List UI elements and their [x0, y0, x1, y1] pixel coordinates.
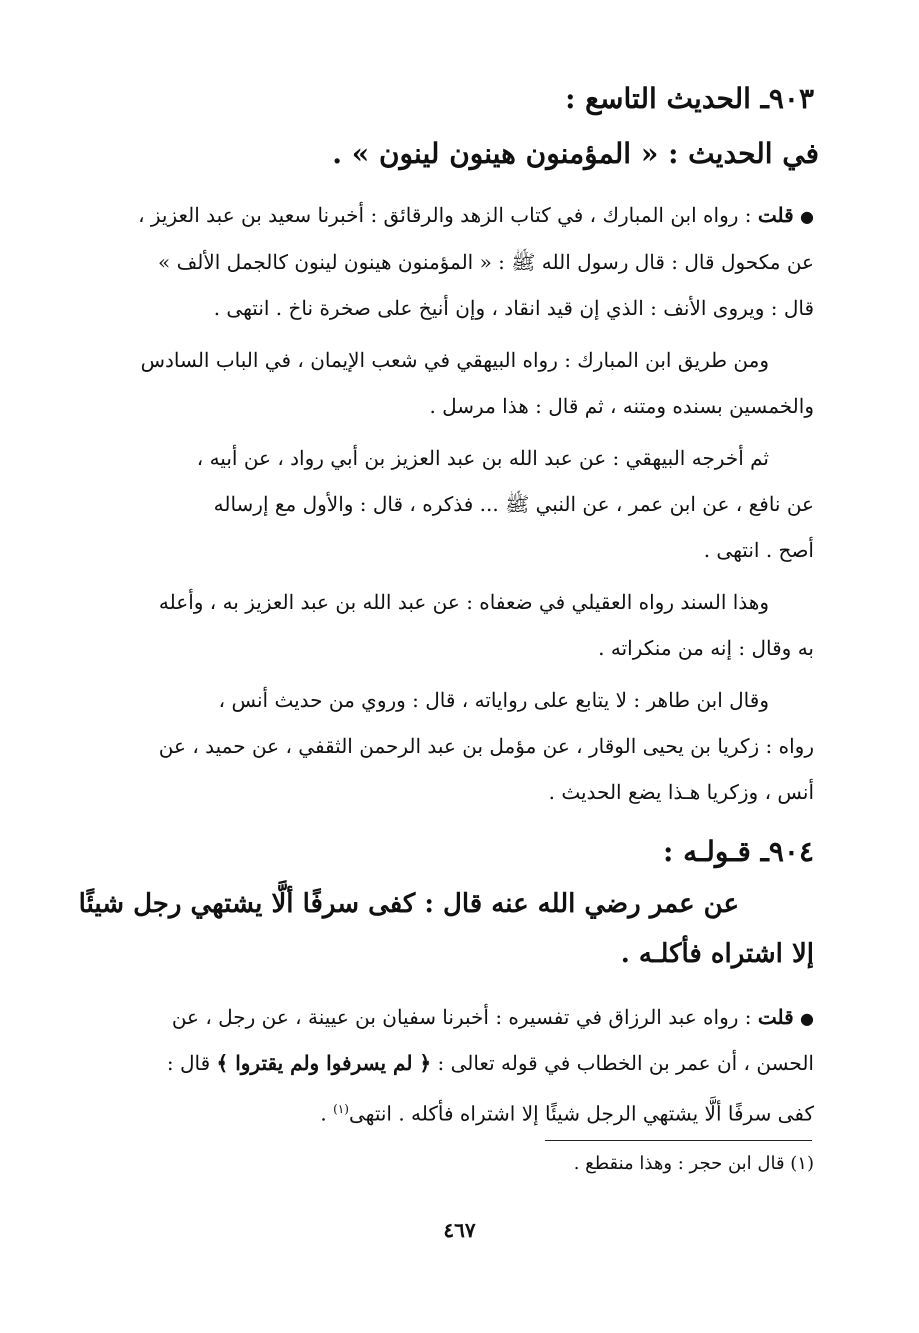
para-3-line-2: عن نافع ، عن ابن عمر ، عن النبي ﷺ ... فذكره ، قال : والأول مع إرساله [213, 492, 814, 516]
commentary-text: الحسن ، أن عمر بن الخطاب في قوله تعالى : [431, 1051, 814, 1075]
commentary-904-line-3 [320, 1094, 814, 1129]
footnote-reference: (١) [333, 1102, 349, 1116]
commentary-text: كفى سرفًا ألَّا يشتهي الرجل شيئًا إلا اشتراه فأكله . انتهى [348, 1101, 814, 1126]
para-2-line-2: والخمسين بسنده ومتنه ، ثم قال : هذا مرسل . [429, 394, 814, 418]
heading-904: ٩٠٤ـ قـولـه : [663, 835, 814, 868]
commentary-904-line-2 [167, 1048, 814, 1078]
footnote: (١) قال ابن حجر : وهذا منقطع . [573, 1153, 814, 1174]
commentary-903-line-1 [138, 200, 814, 232]
para-4-line-2: به وقال : إنه من منكراته . [598, 636, 814, 660]
qultu-label: قلت [757, 203, 794, 227]
para-3-line-1: ثم أخرجه البيهقي : عن عبد الله بن عبد العزيز بن أبي رواد ، عن أبيه ، [196, 446, 769, 470]
para-5-line-1: وقال ابن طاهر : لا يتابع على رواياته ، قال : وروي من حديث أنس ، [218, 688, 769, 712]
page-number: ٤٦٧ [443, 1218, 476, 1242]
para-3-line-3: أصح . انتهى . [703, 538, 814, 562]
commentary-text: : رواه عبد الرزاق في تفسيره : أخبرنا سفيان بن عيينة ، عن رجل ، عن [171, 1005, 758, 1029]
footnote-divider [545, 1140, 812, 1141]
bullet-icon: ● [800, 1009, 814, 1028]
hadith-text-903: في الحديث : « المؤمنون هينون لينون » . [332, 137, 819, 170]
para-2-line-1: ومن طريق ابن المبارك : رواه البيهقي في شعب الإيمان ، في الباب السادس [140, 348, 769, 372]
commentary-text: : رواه ابن المبارك ، في كتاب الزهد والرقائق : أخبرنا سعيد بن عبد العزيز ، [138, 203, 758, 227]
qultu-label: قلت [757, 1005, 794, 1029]
commentary-903-line-2: عن مكحول قال : قال رسول الله ﷺ : « المؤمنون هينون لينون كالجمل الألف » [157, 250, 814, 274]
quote-904-line-2: إلا اشتراه فأكلـه . [620, 939, 814, 969]
commentary-text: . [320, 1101, 334, 1126]
heading-903: ٩٠٣ـ الحديث التاسع : [565, 82, 814, 115]
quran-quote: ﴿ لم يسرفوا ولم يقتروا ﴾ [216, 1051, 432, 1075]
para-5-line-2: رواه : زكريا بن يحيى الوقار ، عن مؤمل بن عبد الرحمن الثقفي ، عن حميد ، عن [158, 734, 814, 758]
commentary-903-line-3: قال : ويروى الأنف : الذي إن قيد انقاد ، وإن أنيخ على صخرة ناخ . انتهى . [213, 296, 814, 320]
para-4-line-1: وهذا السند رواه العقيلي في ضعفاه : عن عبد الله بن عبد العزيز به ، وأعله [158, 590, 769, 614]
para-5-line-3: أنس ، وزكريا هـذا يضع الحديث . [548, 780, 814, 804]
commentary-text: قال : [166, 1051, 217, 1075]
bullet-icon: ● [800, 207, 814, 226]
quote-904-line-1: عن عمر رضي الله عنه قال : كفى سرفًا ألَّا يشتهي رجل شيئًا [78, 889, 739, 919]
commentary-904-line-1 [172, 1002, 814, 1034]
